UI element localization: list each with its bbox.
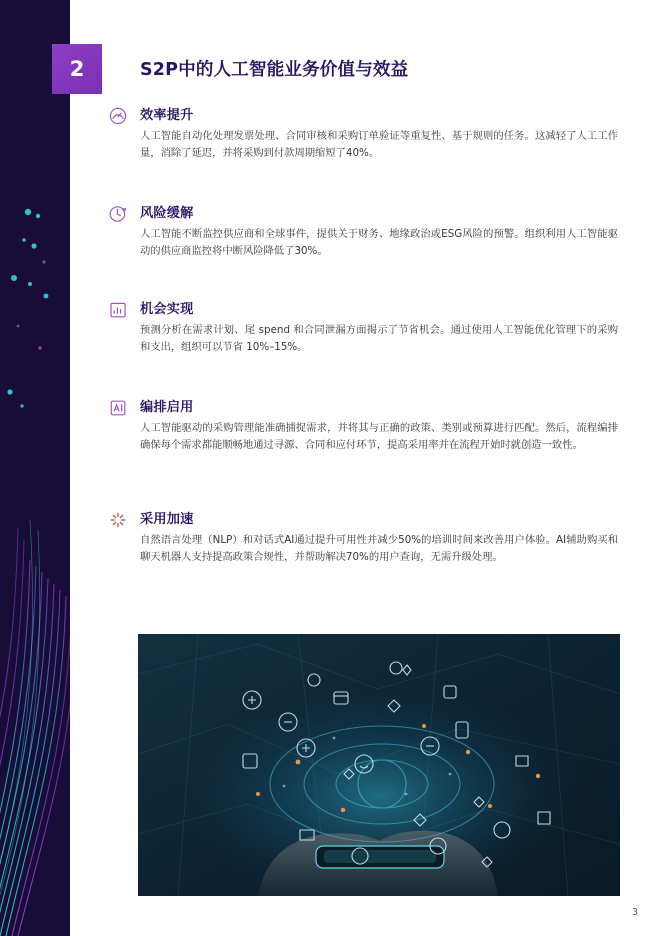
benefit-section-adoption (108, 508, 618, 565)
section-heading: 风险缓解 (140, 206, 194, 221)
band-graphic (0, 0, 70, 936)
orchestration-icon (108, 398, 128, 418)
section-heading: 编排启用 (140, 400, 194, 415)
efficiency-icon (108, 106, 128, 126)
page-number: 3 (631, 907, 638, 918)
section-text: 自然语言处理（NLP）和对话式AI通过提升可用性并减少50%的培训时间来改善用户体验。AI辅助购买和聊天机器人支持提高政策合规性，并帮助解决70%的用户查询，无需升级处理。 (140, 534, 618, 563)
decorative-left-band (0, 0, 70, 936)
benefit-section-efficiency (108, 104, 618, 161)
opportunity-chart-icon (108, 300, 128, 320)
benefit-section-orchestration (108, 396, 618, 453)
page-title: S2P中的人工智能业务价值与效益 (140, 60, 409, 80)
adoption-spark-icon (108, 510, 128, 530)
section-text: 人工智能驱动的采购管理能准确捕捉需求，并将其与正确的政策、类别或预算进行匹配。然后，流程编排确保每个需求都能顺畅地通过寻源、合同和应付环节，提高采用率并在流程开始时就创造一致性。 (140, 422, 618, 451)
section-text: 人工智能不断监控供应商和全球事件，提供关于财务、地缘政治或ESG风险的预警。组织利用人工智能驱动的供应商监控将中断风险降低了30%。 (140, 228, 618, 257)
risk-shield-icon (108, 204, 128, 224)
section-heading: 采用加速 (140, 512, 194, 527)
section-heading: 效率提升 (140, 108, 194, 123)
benefit-section-opportunity (108, 298, 618, 355)
feature-image (138, 634, 620, 896)
section-number-badge: 2 (52, 44, 102, 94)
section-text: 人工智能自动化处理发票处理、合同审核和采购订单验证等重复性、基于规则的任务。这减轻了人工工作量，消除了延迟，并将采购到付款周期缩短了40%。 (140, 130, 618, 159)
section-text: 预测分析在需求计划、尾 spend 和合同泄漏方面揭示了节省机会。通过使用人工智能优化管理下的采购和支出，组织可以节省 10%–15%。 (140, 324, 618, 353)
section-heading: 机会实现 (140, 302, 194, 317)
benefit-section-risk (108, 202, 618, 259)
